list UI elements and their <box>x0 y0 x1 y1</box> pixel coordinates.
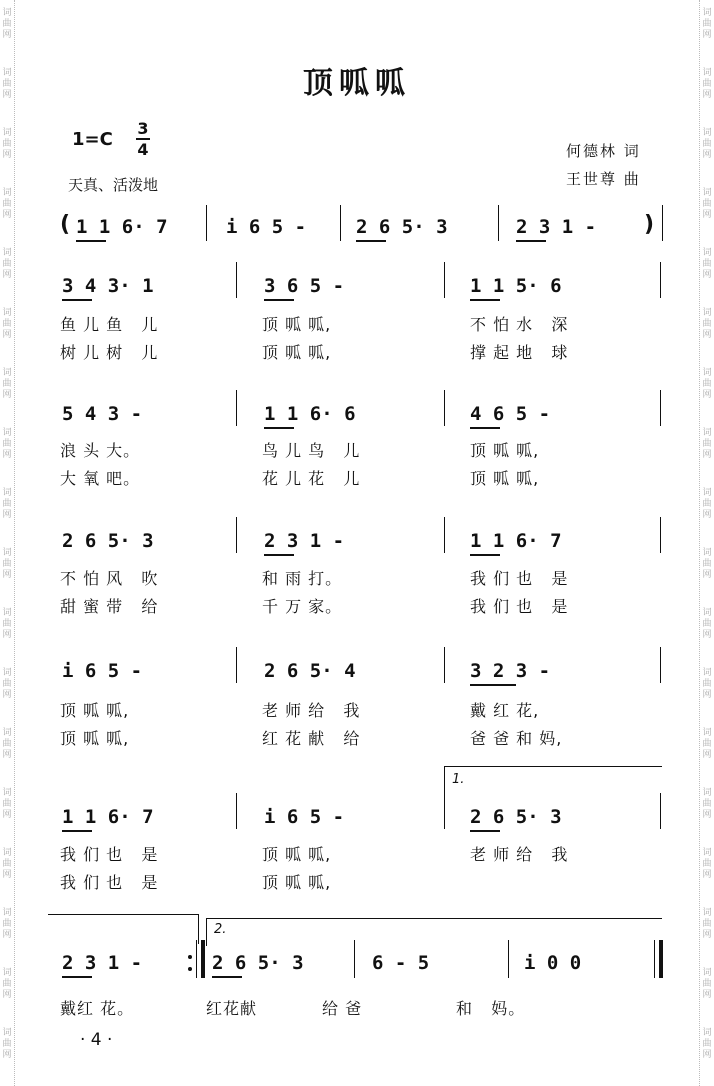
lyric: 戴 红 花, <box>470 701 540 720</box>
underline <box>62 830 92 832</box>
measure: 2 3 1 - <box>62 952 143 974</box>
watermark-text: 词 曲 网 <box>702 848 712 880</box>
page-number: · 4 · <box>80 1030 113 1050</box>
watermark-text: 词 曲 网 <box>2 308 12 340</box>
watermark-text: 词 曲 网 <box>702 188 712 220</box>
measure: 3 6 5 - <box>264 275 345 297</box>
second-ending-bracket <box>206 918 662 919</box>
lyric: 我 们 也 是 <box>60 873 159 892</box>
barline <box>660 793 661 829</box>
measure: 1 1 6· 6 <box>264 403 356 425</box>
lyric: 红花献 <box>206 999 258 1018</box>
watermark-text: 词 曲 网 <box>702 8 712 40</box>
second-ending-bracket-left <box>206 918 207 946</box>
watermark-text: 词 曲 网 <box>702 248 712 280</box>
measure: 2 3 1 - <box>264 530 345 552</box>
open-paren: ( <box>60 212 71 237</box>
measure: 2 6 5· 3 <box>356 216 448 238</box>
measure: i 0 0 <box>524 952 582 974</box>
barline <box>508 940 509 978</box>
measure: 1 1 6· 7 <box>470 530 562 552</box>
time-signature <box>136 120 150 158</box>
barline <box>236 793 237 829</box>
watermark-text: 词 曲 网 <box>2 188 12 220</box>
watermark-text: 词 曲 网 <box>702 308 712 340</box>
watermark-text: 词 曲 网 <box>2 68 12 100</box>
measure: i 6 5 - <box>264 806 345 828</box>
underline <box>264 554 294 556</box>
first-ending-bracket-left <box>444 766 445 796</box>
underline <box>516 240 546 242</box>
barline <box>236 647 237 683</box>
close-paren: ) <box>644 212 655 237</box>
barline <box>662 205 663 241</box>
watermark-text: 词 曲 网 <box>2 368 12 400</box>
measure: 1 1 6· 7 <box>76 216 168 238</box>
lyric: 顶 呱 呱, <box>470 469 540 488</box>
watermark-text: 词 曲 网 <box>702 728 712 760</box>
lyric: 老 师 给 我 <box>470 845 569 864</box>
watermark-text: 词 曲 网 <box>2 128 12 160</box>
underline <box>62 976 92 978</box>
song-title: 顶呱呱 <box>303 66 411 101</box>
watermark-text: 词 曲 网 <box>702 968 712 1000</box>
measure: 3 4 3· 1 <box>62 275 154 297</box>
watermark-text: 词 曲 网 <box>2 848 12 880</box>
barline <box>660 262 661 298</box>
lyric: 不 怕 水 深 <box>470 315 569 334</box>
lyric: 顶 呱 呱, <box>262 873 332 892</box>
watermark-text: 词 曲 网 <box>702 68 712 100</box>
lyric: 撑 起 地 球 <box>470 343 569 362</box>
lyric: 顶 呱 呱, <box>262 315 332 334</box>
meter-top: 3 <box>137 119 149 138</box>
lyric: 戴红 花。 <box>60 999 135 1018</box>
watermark-text: 词 曲 网 <box>702 128 712 160</box>
repeat-barline <box>201 940 205 978</box>
measure: 5 4 3 - <box>62 403 143 425</box>
underline <box>470 554 500 556</box>
lyric: 顶 呱 呱, <box>60 701 130 720</box>
left-watermark-strip <box>0 0 15 1086</box>
repeat-dot <box>188 967 192 971</box>
watermark-text: 词 曲 网 <box>702 368 712 400</box>
measure: 1 1 5· 6 <box>470 275 562 297</box>
underline <box>76 240 106 242</box>
watermark-text: 词 曲 网 <box>702 548 712 580</box>
measure: 2 6 5· 4 <box>264 660 356 682</box>
underline <box>264 299 294 301</box>
barline <box>654 940 655 978</box>
lyric: 大 氧 吧。 <box>60 469 141 488</box>
watermark-text: 词 曲 网 <box>2 548 12 580</box>
measure: 2 6 5· 3 <box>212 952 304 974</box>
lyric: 顶 呱 呱, <box>470 441 540 460</box>
measure: i 6 5 - <box>226 216 307 238</box>
lyric: 我 们 也 是 <box>470 569 569 588</box>
final-barline <box>659 940 663 978</box>
barline <box>660 647 661 683</box>
underline <box>212 976 242 978</box>
watermark-text: 词 曲 网 <box>702 488 712 520</box>
measure: 6 - 5 <box>372 952 430 974</box>
right-watermark-strip <box>699 0 714 1086</box>
watermark-text: 词 曲 网 <box>702 1028 712 1060</box>
second-ending-label: 2. <box>214 922 227 937</box>
watermark-text: 词 曲 网 <box>2 248 12 280</box>
watermark-text: 词 曲 网 <box>2 788 12 820</box>
watermark-text: 词 曲 网 <box>2 8 12 40</box>
watermark-text: 词 曲 网 <box>702 908 712 940</box>
measure: 1 1 6· 7 <box>62 806 154 828</box>
barline <box>498 205 499 241</box>
barline <box>206 205 207 241</box>
measure: i 6 5 - <box>62 660 143 682</box>
watermark-text: 词 曲 网 <box>2 968 12 1000</box>
barline <box>236 390 237 426</box>
barline <box>196 940 197 978</box>
first-ending-label: 1. <box>452 772 465 787</box>
barline <box>236 262 237 298</box>
lyric: 顶 呱 呱, <box>262 343 332 362</box>
lyric: 爸 爸 和 妈, <box>470 729 563 748</box>
barline <box>444 262 445 298</box>
underline <box>470 427 500 429</box>
lyric: 顶 呱 呱, <box>262 845 332 864</box>
watermark-text: 词 曲 网 <box>2 488 12 520</box>
lyric: 我 们 也 是 <box>470 597 569 616</box>
measure: 3 2 3 - <box>470 660 551 682</box>
watermark-text: 词 曲 网 <box>702 788 712 820</box>
watermark-text: 词 曲 网 <box>702 668 712 700</box>
lyric: 和 雨 打。 <box>262 569 343 588</box>
lyric: 千 万 家。 <box>262 597 343 616</box>
measure: 2 3 1 - <box>516 216 597 238</box>
underline <box>470 830 500 832</box>
barline <box>660 390 661 426</box>
lyric: 鸟 儿 鸟 儿 <box>262 441 361 460</box>
watermark-text: 词 曲 网 <box>2 728 12 760</box>
underline <box>62 299 92 301</box>
measure: 4 6 5 - <box>470 403 551 425</box>
watermark-text: 词 曲 网 <box>2 668 12 700</box>
lyric: 我 们 也 是 <box>60 845 159 864</box>
tempo-marking: 天真、活泼地 <box>68 176 159 194</box>
lyric: 甜 蜜 带 给 <box>60 597 159 616</box>
lyric: 浪 头 大。 <box>60 441 141 460</box>
barline <box>444 517 445 553</box>
watermark-text: 词 曲 网 <box>702 428 712 460</box>
lyric: 树 儿 树 儿 <box>60 343 159 362</box>
barline <box>354 940 355 978</box>
lyric: 红 花 献 给 <box>262 729 361 748</box>
watermark-text: 词 曲 网 <box>2 608 12 640</box>
barline <box>660 517 661 553</box>
watermark-text: 词 曲 网 <box>2 1028 12 1060</box>
lyric: 和 妈。 <box>456 999 526 1018</box>
barline <box>340 205 341 241</box>
watermark-text: 词 曲 网 <box>2 428 12 460</box>
meter-bottom: 4 <box>137 140 149 159</box>
repeat-dot <box>188 955 192 959</box>
first-ending-bracket-continued <box>48 914 198 915</box>
underline <box>264 427 294 429</box>
measure: 2 6 5· 3 <box>62 530 154 552</box>
underline <box>470 299 500 301</box>
key-signature: 1=C <box>72 129 113 150</box>
barline <box>444 793 445 829</box>
barline <box>444 390 445 426</box>
barline <box>236 517 237 553</box>
lyric: 花 儿 花 儿 <box>262 469 361 488</box>
lyric: 不 怕 风 吹 <box>60 569 159 588</box>
first-ending-bracket <box>444 766 662 767</box>
lyric: 给 爸 <box>322 999 363 1018</box>
measure: 2 6 5· 3 <box>470 806 562 828</box>
lyric: 老 师 给 我 <box>262 701 361 720</box>
underline <box>470 684 516 686</box>
watermark-text: 词 曲 网 <box>702 608 712 640</box>
lyric: 鱼 儿 鱼 儿 <box>60 315 159 334</box>
underline <box>356 240 386 242</box>
lyric: 顶 呱 呱, <box>60 729 130 748</box>
watermark-text: 词 曲 网 <box>2 908 12 940</box>
lyricist-credit: 何德林 词 <box>566 142 641 160</box>
composer-credit: 王世尊 曲 <box>566 170 641 188</box>
first-ending-bracket-right <box>198 914 199 944</box>
barline <box>444 647 445 683</box>
